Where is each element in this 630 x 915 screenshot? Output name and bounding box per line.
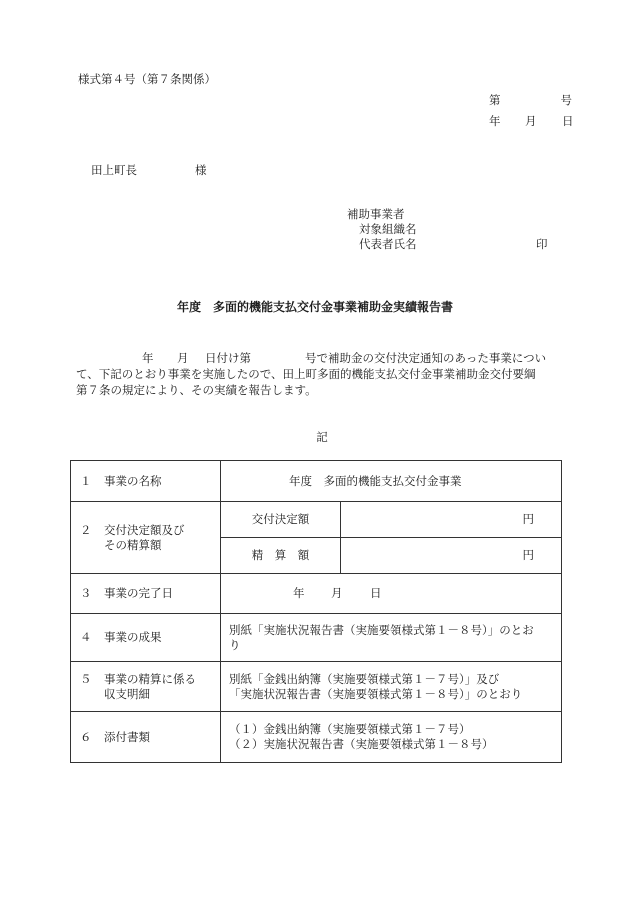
item-label-cell	[71, 712, 221, 763]
completion-year: 年	[293, 586, 305, 600]
applicant-rep-label: 代表者氏名	[359, 237, 417, 251]
body-text	[76, 350, 566, 398]
details-table	[70, 460, 562, 763]
doc-number-prefix: 第	[489, 93, 501, 107]
body-line1-rest: 号で補助金の交付決定通知のあった事業につい	[305, 351, 547, 365]
completion-date-value	[221, 574, 562, 614]
row-amounts-1	[71, 502, 562, 538]
completion-day: 日	[370, 586, 382, 600]
row-completion-date	[71, 574, 562, 614]
settlement-line2: 「実施状況報告書（実施要領様式第１－８号）」のとおり	[229, 686, 523, 701]
row-settlement	[71, 662, 562, 712]
row-results	[71, 614, 562, 662]
row-attachments	[71, 712, 562, 763]
item-label: 事業の成果	[104, 630, 162, 644]
item-label-cell	[71, 574, 221, 614]
item-label-line1: 交付決定額及び	[104, 522, 185, 537]
applicant-org-label: 対象組織名	[359, 222, 417, 236]
attachment-2: （２）実施状況報告書（実施要領様式第１－８号）	[229, 737, 494, 751]
item-label: 事業の完了日	[104, 586, 173, 600]
item-number: ２	[80, 522, 92, 537]
doc-number-suffix: 号	[560, 93, 572, 107]
body-line-1	[76, 350, 566, 366]
form-number: 様式第４号（第７条関係）	[78, 72, 216, 86]
item-label-cell	[71, 461, 221, 502]
settled-amount-yen: 円	[341, 538, 562, 574]
item-number: ４	[80, 630, 92, 644]
item-label	[104, 523, 185, 553]
date-month: 月	[525, 114, 537, 128]
applicant-block	[347, 207, 417, 252]
addressee-honorific: 様	[195, 163, 207, 177]
settlement-line1: 別紙「金銭出納簿（実施要領様式第１－７号）」及び	[229, 671, 500, 686]
settlement-value	[221, 662, 562, 712]
item-label-cell	[71, 502, 221, 574]
project-name-value: 年度 多面的機能支払交付金事業	[221, 461, 562, 502]
item-label-cell	[71, 614, 221, 662]
item-label: 添付書類	[104, 729, 150, 744]
applicant-heading: 補助事業者	[347, 207, 405, 221]
item-number: ３	[80, 586, 92, 600]
row-project-name	[71, 461, 562, 502]
item-label	[104, 672, 196, 702]
item-label-line1: 事業の精算に係る	[104, 671, 196, 686]
body-dated: 日付け第	[205, 351, 251, 365]
item-label-line2: 収支明細	[104, 686, 150, 701]
item-number: ５	[80, 671, 92, 686]
results-line1: 別紙「実施状況報告書（実施要領様式第１－８号）」のとお	[229, 622, 534, 637]
body-year: 年	[142, 351, 154, 365]
attachments-value	[221, 712, 562, 763]
item-label-cell	[71, 662, 221, 712]
body-line-2: て、下記のとおり事業を実施したので、田上町多面的機能支払交付金事業補助金交付要綱	[76, 367, 536, 381]
completion-month: 月	[331, 586, 343, 600]
addressee-name: 田上町長	[91, 163, 137, 177]
document-title: 年度 多面的機能支払交付金事業補助金実績報告書	[176, 300, 453, 314]
decision-amount-yen: 円	[341, 502, 562, 538]
body-month: 月	[177, 351, 189, 365]
item-number: ６	[80, 729, 92, 744]
attachment-1: （１）金銭出納簿（実施要領様式第１－７号）	[229, 722, 471, 736]
item-label-line2: その精算額	[104, 537, 162, 552]
body-line-3: 第７条の規定により、その実績を報告します。	[76, 383, 317, 397]
date-year: 年	[489, 114, 501, 128]
seal-mark: 印	[536, 237, 548, 251]
results-line2: り	[229, 637, 241, 652]
ki-heading: 記	[316, 430, 328, 444]
item-label: 事業の名称	[104, 473, 162, 488]
item-number: １	[80, 473, 92, 488]
addressee	[91, 163, 207, 177]
settled-amount-label: 精 算 額	[221, 538, 341, 574]
date-day: 日	[562, 114, 574, 128]
decision-amount-label: 交付決定額	[221, 502, 341, 538]
results-value	[221, 614, 562, 662]
